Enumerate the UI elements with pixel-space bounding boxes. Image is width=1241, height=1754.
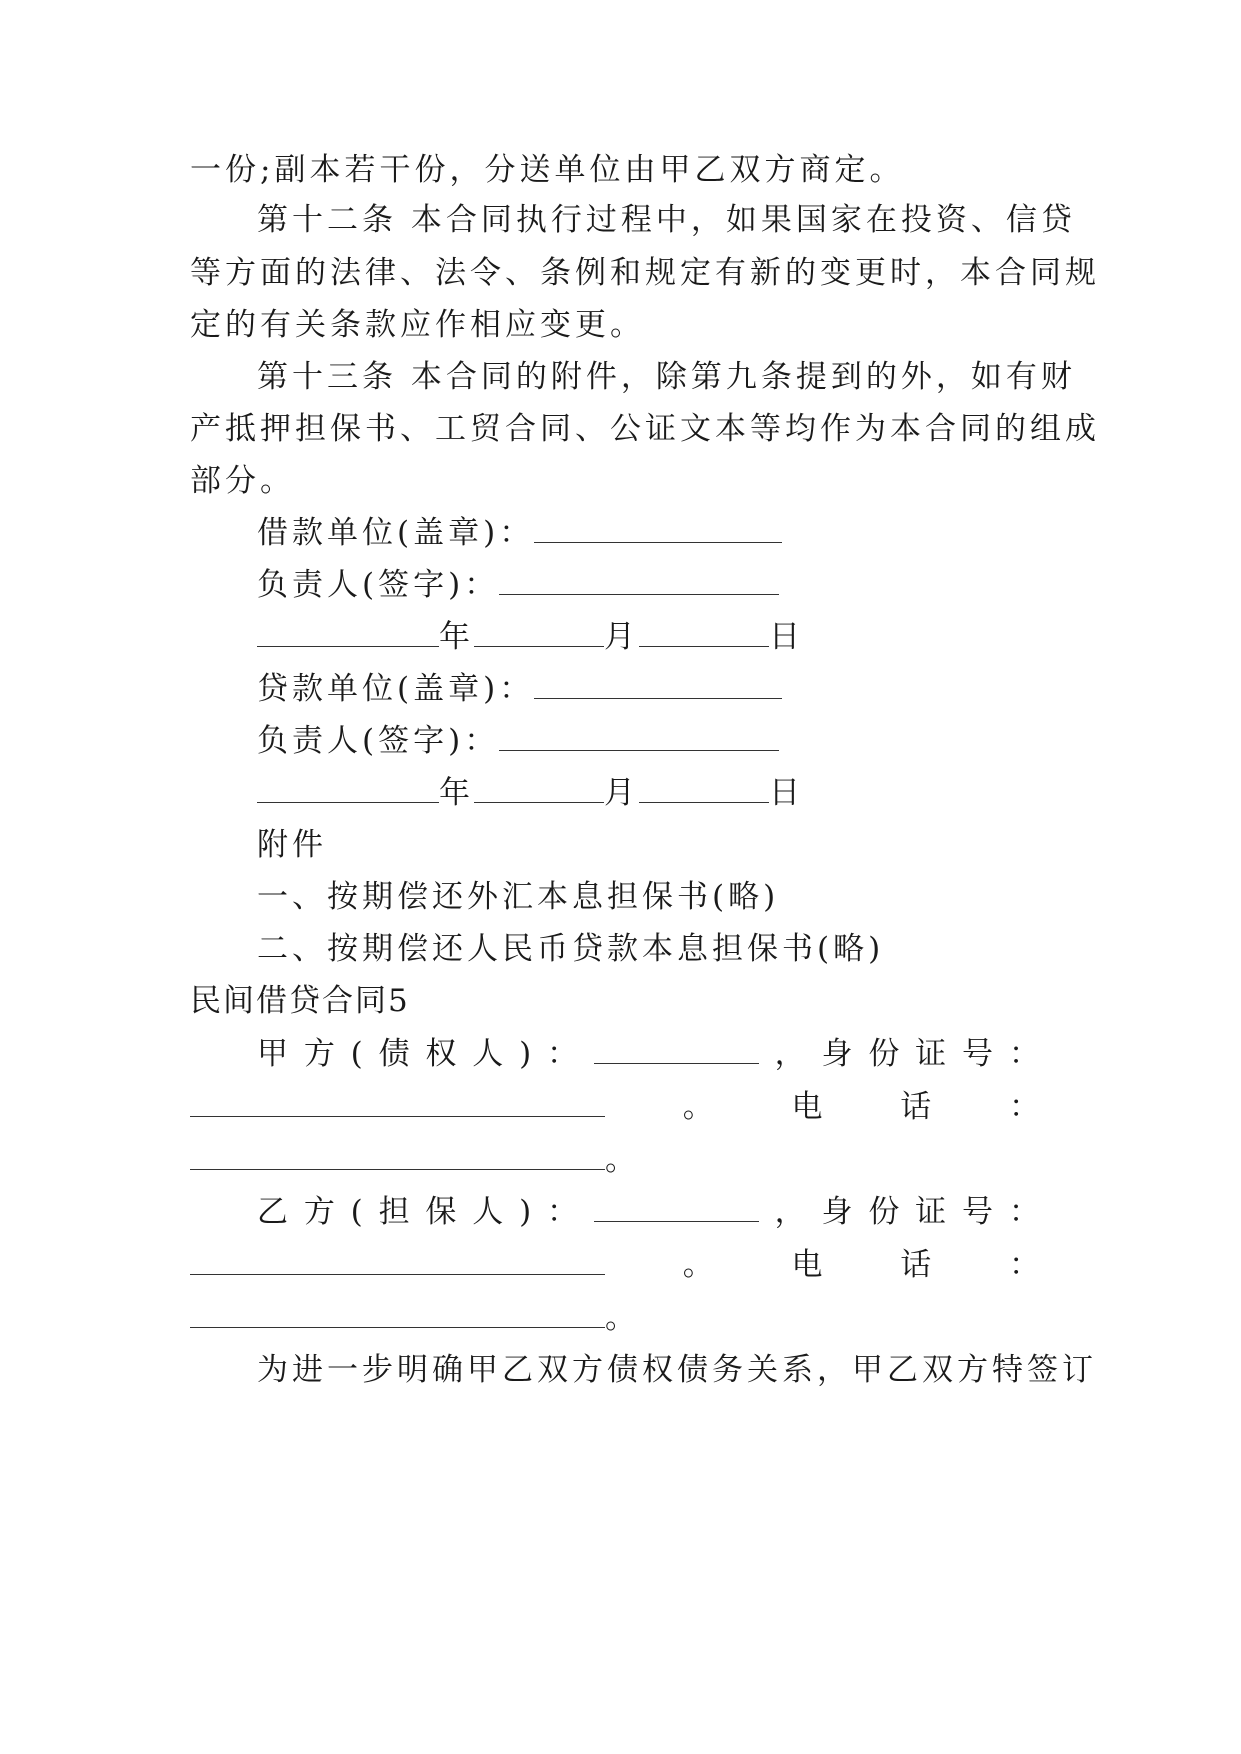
comma: ，	[774, 1036, 806, 1072]
attachments-title: 附件	[257, 827, 327, 863]
article-13-line: 第十三条 本合同的附件，除第九条提到的外，如有财	[257, 359, 1076, 395]
paragraph-line: 一份;副本若干份，分送单位由甲乙双方商定。	[190, 152, 905, 188]
party-a-char: ：	[547, 1036, 579, 1072]
id-char: 份	[868, 1194, 900, 1230]
party-a-char: 权	[425, 1036, 457, 1072]
borrower-head-label: 负责人(签字)：	[257, 567, 500, 603]
article-12-line: 第十二条 本合同执行过程中，如果国家在投资、信贷	[257, 202, 1076, 238]
id-char: 身	[821, 1036, 853, 1072]
party-b-char: 乙	[257, 1194, 288, 1230]
day-label: 日	[769, 619, 804, 655]
period: 。	[605, 1300, 636, 1336]
phone-char: 话	[900, 1089, 932, 1125]
party-b-phone-line	[190, 1245, 1040, 1285]
attachment-item: 二、按期偿还人民币贷款本息担保书(略)	[257, 931, 885, 967]
colon: ：	[1009, 1089, 1040, 1125]
month-label: 月	[604, 775, 639, 811]
day-blank[interactable]	[639, 774, 769, 803]
lender-head-blank[interactable]	[499, 722, 779, 751]
party-b-line	[257, 1192, 1040, 1232]
lender-head-label: 负责人(签字)：	[257, 723, 500, 759]
party-b-char: 保	[425, 1194, 457, 1230]
party-b-phone-blank[interactable]	[190, 1299, 605, 1328]
party-a-char: 人	[472, 1036, 504, 1072]
id-char: 证	[915, 1194, 947, 1230]
year-blank[interactable]	[257, 618, 439, 647]
party-a-char: 债	[378, 1036, 410, 1072]
party-a-line	[257, 1034, 1040, 1074]
lender-date-line	[257, 773, 804, 813]
period: 。	[605, 1142, 636, 1178]
lender-seal-line	[257, 669, 782, 709]
party-b-char: 担	[378, 1194, 410, 1230]
party-a-char: 甲	[257, 1036, 288, 1072]
article-12-line: 等方面的法律、法令、条例和规定有新的变更时，本合同规	[190, 255, 1100, 291]
lender-head-line	[257, 721, 779, 761]
article-13-line: 产抵押担保书、工贸合同、公证文本等均作为本合同的组成	[190, 411, 1100, 447]
party-b-char: (	[350, 1194, 363, 1230]
id-char: ：	[1008, 1194, 1040, 1230]
lender-seal-label: 贷款单位(盖章)：	[257, 671, 535, 707]
party-b-name-blank[interactable]	[594, 1193, 759, 1222]
party-b-char: ：	[547, 1194, 579, 1230]
party-a-phone-blank-line	[190, 1140, 636, 1180]
id-char: 身	[821, 1194, 853, 1230]
day-label: 日	[769, 775, 804, 811]
party-a-phone-line	[190, 1087, 1040, 1127]
lender-seal-blank[interactable]	[534, 670, 782, 699]
party-a-phone-blank[interactable]	[190, 1141, 605, 1170]
party-b-id-blank[interactable]	[190, 1246, 605, 1275]
borrower-seal-label: 借款单位(盖章)：	[257, 515, 535, 551]
party-a-name-blank[interactable]	[594, 1035, 759, 1064]
party-b-phone-blank-line	[190, 1298, 636, 1338]
colon: ：	[1009, 1247, 1040, 1283]
party-a-id-blank[interactable]	[190, 1088, 605, 1117]
id-char: 证	[915, 1036, 947, 1072]
borrower-seal-line	[257, 513, 782, 553]
borrower-head-blank[interactable]	[499, 566, 779, 595]
id-char: 份	[868, 1036, 900, 1072]
phone-char: 电	[791, 1089, 823, 1125]
id-char: 号	[961, 1194, 993, 1230]
party-a-char: )	[519, 1036, 532, 1072]
borrower-head-line	[257, 565, 779, 605]
comma: ，	[774, 1194, 806, 1230]
contract-intro-line: 为进一步明确甲乙双方债权债务关系，甲乙双方特签订	[257, 1352, 1097, 1388]
party-a-char: 方	[303, 1036, 335, 1072]
id-char: 号	[961, 1036, 993, 1072]
phone-char: 电	[791, 1247, 823, 1283]
party-b-char: 方	[303, 1194, 335, 1230]
party-a-char: (	[350, 1036, 363, 1072]
month-label: 月	[604, 619, 639, 655]
day-blank[interactable]	[639, 618, 769, 647]
contract-heading: 民间借贷合同5	[190, 983, 410, 1019]
borrower-date-line	[257, 617, 804, 657]
month-blank[interactable]	[474, 774, 604, 803]
year-blank[interactable]	[257, 774, 439, 803]
period: 。	[682, 1247, 714, 1283]
party-b-char: 人	[472, 1194, 504, 1230]
phone-char: 话	[900, 1247, 932, 1283]
id-char: ：	[1008, 1036, 1040, 1072]
attachment-item: 一、按期偿还外汇本息担保书(略)	[257, 879, 780, 915]
article-12-line: 定的有关条款应作相应变更。	[190, 307, 645, 343]
borrower-seal-blank[interactable]	[534, 514, 782, 543]
party-b-char: )	[519, 1194, 532, 1230]
month-blank[interactable]	[474, 618, 604, 647]
article-13-line: 部分。	[190, 463, 295, 499]
period: 。	[682, 1089, 714, 1125]
year-label: 年	[439, 775, 474, 811]
year-label: 年	[439, 619, 474, 655]
